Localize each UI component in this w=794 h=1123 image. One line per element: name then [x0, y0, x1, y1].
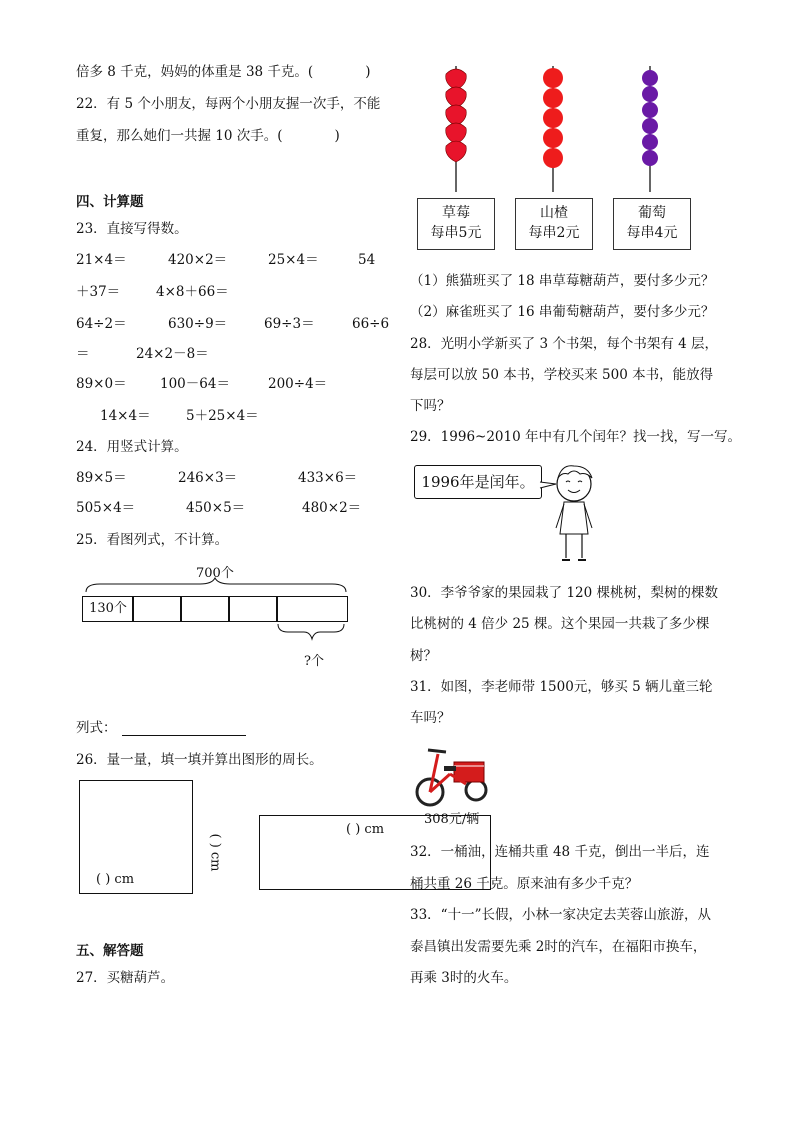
calc-item: ＝ [76, 346, 90, 362]
vertical-calc-item: 480×2＝ [302, 500, 362, 516]
skewer-name: 葡萄 [638, 205, 666, 221]
q21-close: ) [365, 64, 371, 80]
q28-line3: 下吗？ [410, 398, 451, 414]
q29-title: 29．1996~2010 年中有几个闰年？找一找，写一写。 [410, 429, 741, 445]
tricycle-icon [414, 744, 494, 810]
vertical-calc-item: 505×4＝ [76, 500, 136, 516]
rect-length-label[interactable]: ( ) cm [346, 822, 385, 837]
q22-close: ) [334, 128, 340, 144]
q26-title: 26．量一量，填一填并算出图形的周长。 [76, 752, 323, 768]
calc-item: 24×2－8＝ [136, 346, 209, 362]
rect-width-label[interactable]: ( ) cm [207, 833, 223, 872]
skewer-name: 山楂 [540, 205, 568, 221]
q30-line1: 30．李爷爷家的果园栽了 120 棵桃树，梨树的棵数 [410, 585, 719, 601]
calc-item: 21×4＝ [76, 252, 127, 268]
calc-item: ＋37＝ [76, 284, 121, 300]
q30-line2: 比桃树的 4 倍少 25 棵。这个果园一共栽了多少棵 [410, 616, 710, 632]
calc-item: 630÷9＝ [168, 316, 228, 332]
q32-line1: 32．一桶油，连桶共重 48 千克，倒出一半后，连 [410, 844, 710, 860]
vertical-calc-item: 246×3＝ [178, 470, 238, 486]
calc-item: 89×0＝ [76, 376, 127, 392]
q28-line2: 每层可以放 50 本书，学校买来 500 本书，能放得 [410, 367, 714, 383]
calc-item: 420×2＝ [168, 252, 228, 268]
segment-diagram [80, 562, 350, 672]
skewer-price: 每串2元 [528, 225, 580, 241]
formula-line [76, 718, 117, 738]
q33-line2: 泰昌镇出发需要先乘 2时的汽车，在福阳市换车， [410, 939, 707, 955]
q22-text: 重复，那么她们一共握 10 次手。( [76, 128, 283, 144]
calc-item: 5＋25×4＝ [186, 408, 259, 424]
grape-price-tag [613, 198, 691, 250]
q22-line1: 22．有 5 个小朋友，每两个小朋友握一次手，不能 [76, 96, 381, 112]
total-label: 700个 [196, 566, 234, 581]
q21-text: 倍多 8 千克，妈妈的体重是 38 千克。( [76, 64, 314, 80]
segment [132, 596, 182, 622]
q33-line3: 再乘 3时的火车。 [410, 970, 518, 986]
calc-item: 25×4＝ [268, 252, 319, 268]
hawthorn-skewer-icon [543, 66, 563, 192]
top-brace [80, 576, 350, 596]
segment [228, 596, 278, 622]
grape-skewer-icon [642, 66, 658, 192]
q31-line1: 31．如图，李老师带 1500元，够买 5 辆儿童三轮 [410, 679, 713, 695]
skewer-price: 每串5元 [430, 225, 482, 241]
q23-title: 23．直接写得数。 [76, 221, 188, 237]
q27-part2: （2）麻雀班买了 16 串葡萄糖葫芦，要付多少元？ [410, 304, 715, 320]
calc-item: 200÷4＝ [268, 376, 328, 392]
section-5-heading: 五、解答题 [76, 943, 144, 959]
first-segment: 130个 [82, 596, 134, 622]
q32-line2: 桶共重 26 千克。原来油有多少千克？ [410, 876, 639, 892]
vertical-calc-item: 450×5＝ [186, 500, 246, 516]
square-measure-label[interactable]: ( ) cm [96, 872, 135, 887]
strawberry-price-tag [417, 198, 495, 250]
unknown-label: ?个 [304, 654, 324, 669]
q33-line1: 33．“十一”长假，小林一家决定去芙蓉山旅游，从 [410, 907, 711, 923]
bottom-brace [276, 622, 346, 642]
q30-line3: 树？ [410, 648, 437, 664]
strawberry-skewer-icon [446, 66, 467, 192]
hawthorn-price-tag [515, 198, 593, 250]
q25-title: 25．看图列式，不计算。 [76, 532, 229, 548]
calc-item: 66÷6 [352, 316, 390, 332]
q27-title: 27．买糖葫芦。 [76, 970, 175, 986]
q24-title: 24．用竖式计算。 [76, 439, 188, 455]
calc-item: 14×4＝ [100, 408, 151, 424]
formula-answer-line[interactable] [122, 735, 246, 736]
q22-line2 [76, 126, 340, 146]
q27-part1: （1）熊猫班买了 18 串草莓糖葫芦，要付多少元？ [410, 273, 715, 289]
child-illustration [538, 462, 598, 566]
q21-tail [76, 62, 370, 82]
segment [180, 596, 230, 622]
calc-item: 54 [358, 252, 376, 268]
q31-line2: 车吗？ [410, 710, 451, 726]
calc-item: 4×8＋66＝ [156, 284, 229, 300]
skewer-name: 草莓 [442, 205, 470, 221]
skewer-price: 每串4元 [626, 225, 678, 241]
vertical-calc-item: 89×5＝ [76, 470, 127, 486]
vertical-calc-item: 433×6＝ [298, 470, 358, 486]
formula-label: 列式： [76, 720, 117, 736]
section-4-heading: 四、计算题 [76, 194, 144, 210]
tricycle-price: 308元/辆 [424, 812, 480, 827]
last-segment [276, 596, 348, 622]
calc-item: 100－64＝ [160, 376, 230, 392]
calc-item: 69÷3＝ [264, 316, 315, 332]
calc-item: 64÷2＝ [76, 316, 127, 332]
skewers-illustration [430, 66, 670, 192]
q28-line1: 28．光明小学新买了 3 个书架，每个书架有 4 层， [410, 336, 719, 352]
segment-bar [82, 596, 348, 622]
speech-bubble: 1996年是闰年。 [414, 465, 542, 499]
